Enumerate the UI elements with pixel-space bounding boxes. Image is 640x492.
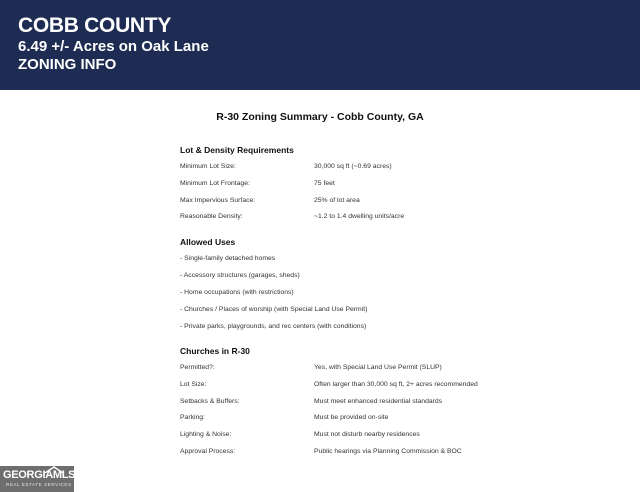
row-label: Minimum Lot Frontage: [180, 180, 250, 187]
allowed-use-item: - Churches / Places of worship (with Special Land Use Permit) [180, 306, 368, 313]
churches-row [180, 413, 620, 423]
county-title: COBB COUNTY [18, 14, 172, 37]
row-value: 30,000 sq ft (~0.69 acres) [314, 163, 392, 170]
row-label: Approval Process: [180, 448, 236, 455]
lot-density-row [180, 162, 620, 172]
row-value: Must not disturb nearby residences [314, 431, 420, 438]
row-value: Must meet enhanced residential standards [314, 398, 443, 405]
logo-tagline: REAL ESTATE SERVICES [6, 482, 72, 487]
row-label: Parking: [180, 414, 205, 421]
churches-row [180, 397, 620, 407]
allowed-use-item: - Home occupations (with restrictions) [180, 289, 294, 296]
row-label: Lot Size: [180, 381, 207, 388]
allowed-use-item: - Single-family detached homes [180, 255, 276, 262]
churches-row [180, 363, 620, 373]
allowed-uses-heading: Allowed Uses [180, 237, 236, 247]
row-label: Max Impervious Surface: [180, 197, 256, 204]
logo-name: GEORGIAMLS [3, 469, 76, 481]
lot-density-heading: Lot & Density Requirements [180, 145, 294, 155]
row-label: Reasonable Density: [180, 213, 243, 220]
row-label: Setbacks & Buffers: [180, 398, 240, 405]
allowed-use-item: - Private parks, playgrounds, and rec centers (with conditions) [180, 323, 367, 330]
churches-heading: Churches in R-30 [180, 346, 250, 356]
lot-density-row [180, 212, 620, 222]
lot-density-row [180, 179, 620, 189]
churches-row [180, 447, 620, 457]
row-value: Must be provided on-site [314, 414, 389, 421]
section-title: ZONING INFO [18, 56, 117, 73]
row-value: Often larger than 30,000 sq ft, 2+ acres recommended [314, 381, 478, 388]
acres-subtitle: 6.49 +/- Acres on Oak Lane [18, 38, 209, 55]
row-label: Lighting & Noise: [180, 431, 232, 438]
row-label: Minimum Lot Size: [180, 163, 236, 170]
header-banner [0, 0, 640, 90]
row-value: Public hearings via Planning Commission & BOC [314, 448, 462, 455]
churches-row [180, 430, 620, 440]
allowed-use-item: - Accessory structures (garages, sheds) [180, 272, 300, 279]
row-value: ~1.2 to 1.4 dwelling units/acre [314, 213, 405, 220]
row-label: Permitted?: [180, 364, 215, 371]
document-title: R-30 Zoning Summary - Cobb County, GA [216, 111, 424, 123]
row-value: Yes, with Special Land Use Permit (SLUP) [314, 364, 442, 371]
row-value: 25% of lot area [314, 197, 360, 204]
georgia-mls-logo [0, 466, 74, 492]
lot-density-row [180, 196, 620, 206]
churches-row [180, 380, 620, 390]
row-value: 75 feet [314, 180, 335, 187]
